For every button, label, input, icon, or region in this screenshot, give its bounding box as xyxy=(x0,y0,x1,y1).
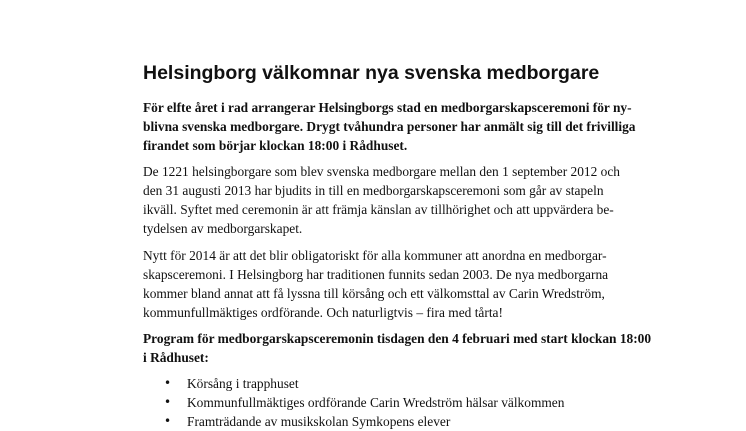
lead-line: blivna svenska medborgare. Drygt tvåhundra personer har anmält sig till det frivilliga xyxy=(143,119,636,134)
paragraph-line: Nytt för 2014 är att det blir obligatoriskt för alla kommuner att anordna en medborgar- xyxy=(143,248,607,263)
program-list-item xyxy=(143,374,564,393)
paragraph-line: skapsceremoni. I Helsingborg har traditionen funnits sedan 2003. De nya medborgarna xyxy=(143,267,609,282)
bullet-icon: • xyxy=(164,414,172,428)
program-heading-line: Program för medborgarskapsceremonin tisdagen den 4 februari med start klockan 18:00 xyxy=(143,331,652,346)
body-paragraph-2 xyxy=(143,246,608,322)
bullet-icon: • xyxy=(164,376,172,390)
body-paragraph-1 xyxy=(143,162,620,238)
program-item-text: Körsång i trapphuset xyxy=(187,376,299,391)
program-heading-line: i Rådhuset: xyxy=(143,350,209,365)
bullet-icon: • xyxy=(164,395,172,409)
paragraph-line: ikväll. Syftet med ceremonin är att främja känslan av tillhörighet och att uppvärdera be- xyxy=(143,202,614,217)
paragraph-line: den 31 augusti 2013 har bjudits in till en medborgarskapsceremoni som går av stapeln xyxy=(143,183,604,198)
paragraph-line: tydelsen av medborgarskapet. xyxy=(143,221,303,236)
paragraph-line: kommunfullmäktiges ordförande. Och naturligtvis – fira med tårta! xyxy=(143,305,503,320)
lead-line: För elfte året i rad arrangerar Helsingborgs stad en medborgarskapsceremoni för ny- xyxy=(143,100,632,115)
paragraph-line: kommer bland annat att få lyssna till körsång och ett välkomsttal av Carin Wredström, xyxy=(143,286,605,301)
program-list xyxy=(143,374,564,431)
program-heading xyxy=(143,329,651,367)
article-title: Helsingborg välkomnar nya svenska medborgare xyxy=(143,62,600,84)
program-item-text: Framträdande av musikskolan Symkopens elever xyxy=(187,414,451,429)
lead-paragraph xyxy=(143,98,636,155)
paragraph-line: De 1221 helsingborgare som blev svenska medborgare mellan den 1 september 2012 och xyxy=(143,164,620,179)
program-list-item xyxy=(143,412,564,431)
lead-line: firandet som börjar klockan 18:00 i Rådhuset. xyxy=(143,138,408,153)
program-list-item xyxy=(143,393,564,412)
program-item-text: Kommunfullmäktiges ordförande Carin Wredström hälsar välkommen xyxy=(187,395,565,410)
